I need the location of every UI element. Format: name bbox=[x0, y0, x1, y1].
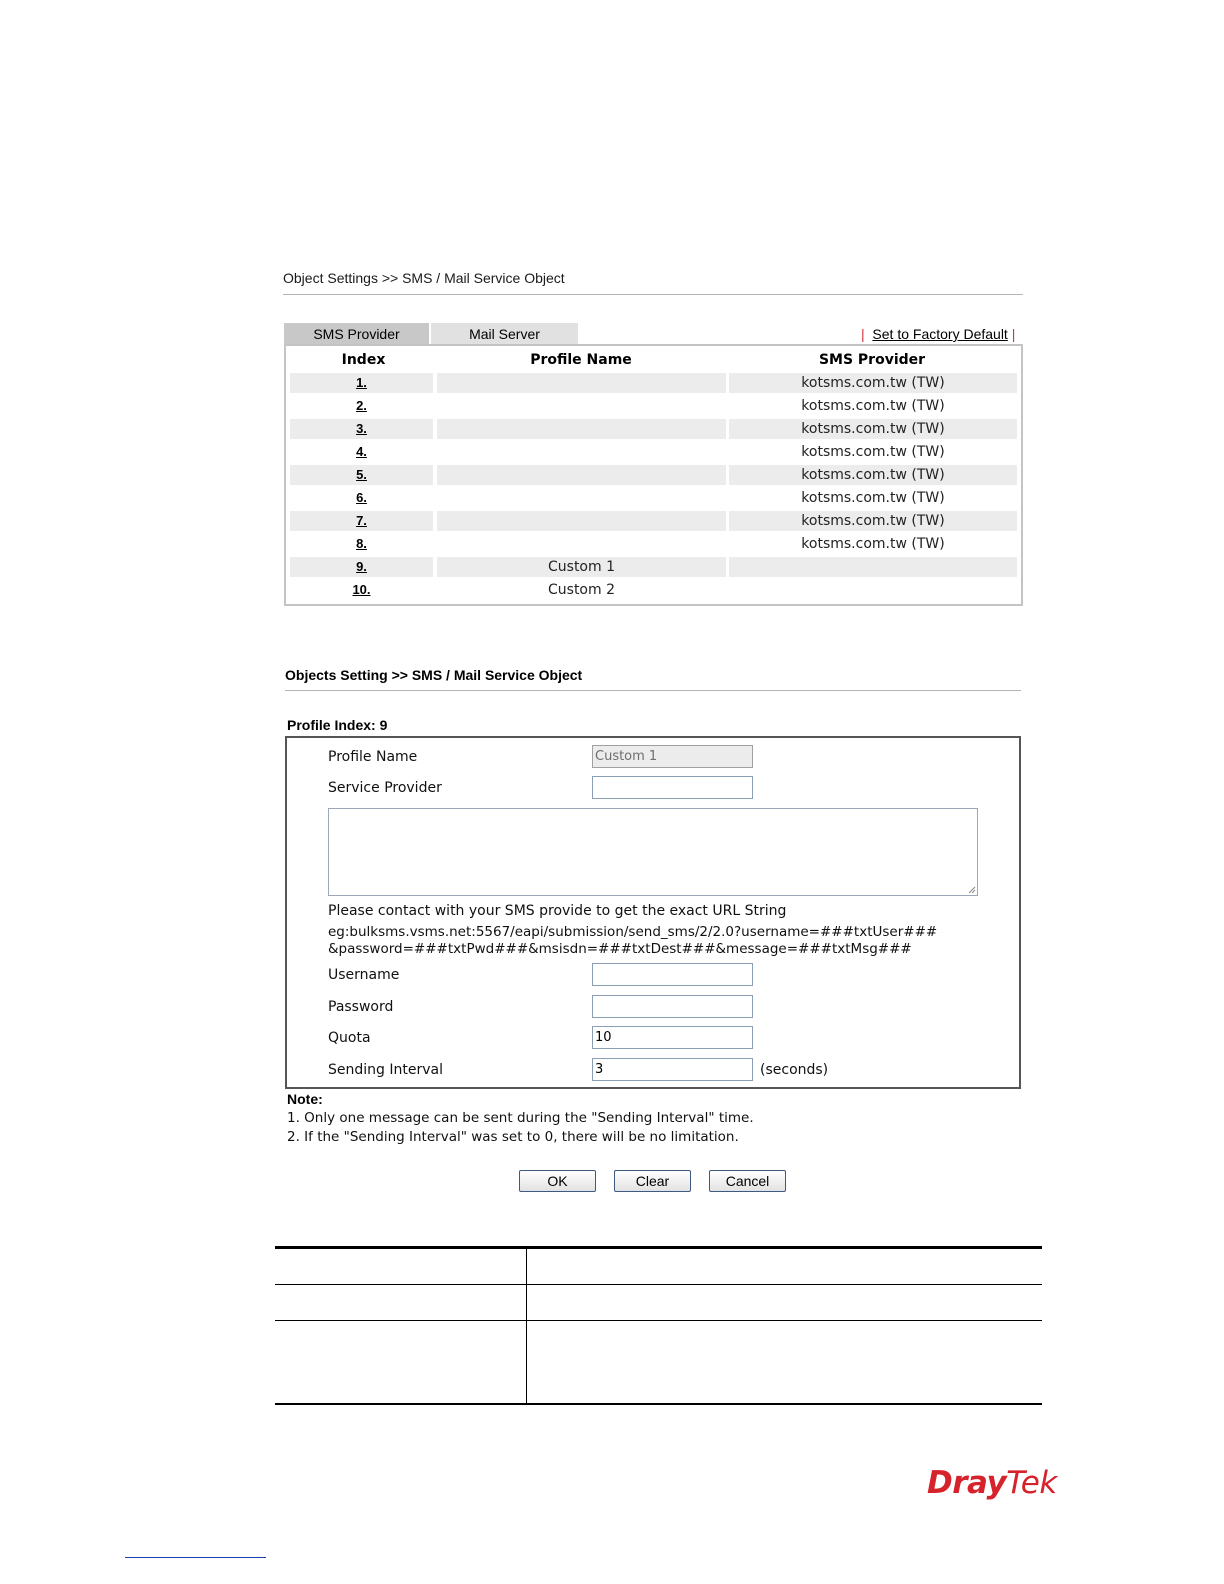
row-profile-name bbox=[437, 534, 726, 554]
column-header-profile-name: Profile Name bbox=[530, 352, 632, 368]
row-index-link[interactable]: 9. bbox=[356, 559, 367, 574]
row-profile-name bbox=[437, 442, 726, 462]
password-label: Password bbox=[328, 999, 394, 1015]
table-column-divider bbox=[526, 1248, 527, 1405]
note-item: 1. Only one message can be sent during the "Sending Interval" time. bbox=[287, 1110, 754, 1126]
note-item: 2. If the "Sending Interval" was set to 0, there will be no limitation. bbox=[287, 1129, 739, 1145]
row-profile-name bbox=[437, 419, 726, 439]
table-bottom-rule bbox=[275, 1403, 1042, 1405]
row-provider: kotsms.com.tw (TW) bbox=[801, 490, 945, 506]
ok-button[interactable]: OK bbox=[519, 1170, 596, 1192]
profile-index-title: Profile Index: 9 bbox=[287, 717, 388, 733]
row-index-link[interactable]: 10. bbox=[352, 582, 371, 597]
profile-name-label: Profile Name bbox=[328, 749, 418, 765]
row-profile-name: Custom 1 bbox=[437, 557, 726, 577]
username-input[interactable] bbox=[592, 963, 753, 986]
password-input[interactable] bbox=[592, 995, 753, 1018]
row-provider: kotsms.com.tw (TW) bbox=[729, 419, 1017, 439]
url-hint-text: Please contact with your SMS provide to get the exact URL String bbox=[328, 903, 787, 919]
tab-mail-server[interactable]: Mail Server bbox=[431, 323, 578, 345]
brand-part1: Dray bbox=[927, 1465, 1007, 1501]
profile-form bbox=[285, 736, 1021, 1089]
row-provider: kotsms.com.tw (TW) bbox=[729, 373, 1017, 393]
row-provider: kotsms.com.tw (TW) bbox=[801, 444, 945, 460]
row-profile-name bbox=[437, 488, 726, 508]
row-profile-name: Custom 2 bbox=[548, 582, 615, 598]
row-index-link[interactable]: 3. bbox=[356, 421, 367, 436]
url-example-line2: &password=###txtPwd###&msisdn=###txtDest###&message=###txtMsg### bbox=[328, 941, 912, 957]
edit-breadcrumb-divider bbox=[285, 690, 1021, 691]
row-profile-name bbox=[437, 465, 726, 485]
table-row-rule bbox=[275, 1284, 1042, 1285]
row-provider: kotsms.com.tw (TW) bbox=[801, 398, 945, 414]
service-provider-input[interactable] bbox=[592, 776, 753, 799]
table-top-rule bbox=[275, 1246, 1042, 1249]
sending-interval-input[interactable] bbox=[592, 1058, 753, 1081]
row-provider: kotsms.com.tw (TW) bbox=[801, 536, 945, 552]
draytek-logo bbox=[927, 1465, 1057, 1501]
sending-interval-label: Sending Interval bbox=[328, 1062, 443, 1078]
profile-name-input bbox=[592, 745, 753, 768]
column-header-sms-provider: SMS Provider bbox=[818, 352, 926, 368]
list-breadcrumb-divider bbox=[283, 294, 1023, 295]
sending-interval-unit: (seconds) bbox=[760, 1062, 829, 1078]
separator-left: | bbox=[861, 326, 865, 342]
row-provider bbox=[729, 580, 1017, 600]
username-label: Username bbox=[328, 967, 400, 983]
sms-provider-table bbox=[284, 344, 1023, 606]
resize-grip-icon[interactable] bbox=[968, 886, 976, 894]
row-provider bbox=[729, 557, 1017, 577]
factory-default-link-group bbox=[861, 326, 1015, 342]
list-breadcrumb: Object Settings >> SMS / Mail Service Object bbox=[283, 270, 565, 286]
clear-button[interactable]: Clear bbox=[614, 1170, 691, 1192]
brand-part2: Tek bbox=[1006, 1465, 1057, 1501]
tab-sms-provider[interactable]: SMS Provider bbox=[284, 323, 429, 345]
row-profile-name bbox=[437, 373, 726, 393]
note-title: Note: bbox=[287, 1091, 323, 1107]
row-provider: kotsms.com.tw (TW) bbox=[729, 465, 1017, 485]
row-profile-name bbox=[437, 396, 726, 416]
row-provider: kotsms.com.tw (TW) bbox=[729, 511, 1017, 531]
table-row-rule bbox=[275, 1320, 1042, 1321]
row-index-link[interactable]: 1. bbox=[356, 375, 367, 390]
service-provider-label: Service Provider bbox=[328, 780, 442, 796]
set-factory-default-link[interactable]: Set to Factory Default bbox=[872, 326, 1008, 342]
column-header-index: Index bbox=[341, 352, 386, 368]
row-index-link[interactable]: 2. bbox=[356, 398, 367, 413]
quota-label: Quota bbox=[328, 1030, 371, 1046]
row-index-link[interactable]: 8. bbox=[356, 536, 367, 551]
row-index-link[interactable]: 7. bbox=[356, 513, 367, 528]
cancel-button[interactable]: Cancel bbox=[709, 1170, 786, 1192]
separator-right: | bbox=[1011, 326, 1016, 342]
url-example-line1: eg:bulksms.vsms.net:5567/eapi/submission/send_sms/2/2.0?username=###txtUser### bbox=[328, 924, 938, 940]
row-index-link[interactable]: 6. bbox=[356, 490, 367, 505]
row-index-link[interactable]: 5. bbox=[356, 467, 367, 482]
row-index-link[interactable]: 4. bbox=[356, 444, 367, 459]
footer-rule bbox=[125, 1557, 266, 1558]
quota-input[interactable] bbox=[592, 1026, 753, 1049]
edit-breadcrumb: Objects Setting >> SMS / Mail Service Object bbox=[285, 667, 583, 683]
row-profile-name bbox=[437, 511, 726, 531]
url-string-textarea[interactable] bbox=[328, 808, 978, 896]
